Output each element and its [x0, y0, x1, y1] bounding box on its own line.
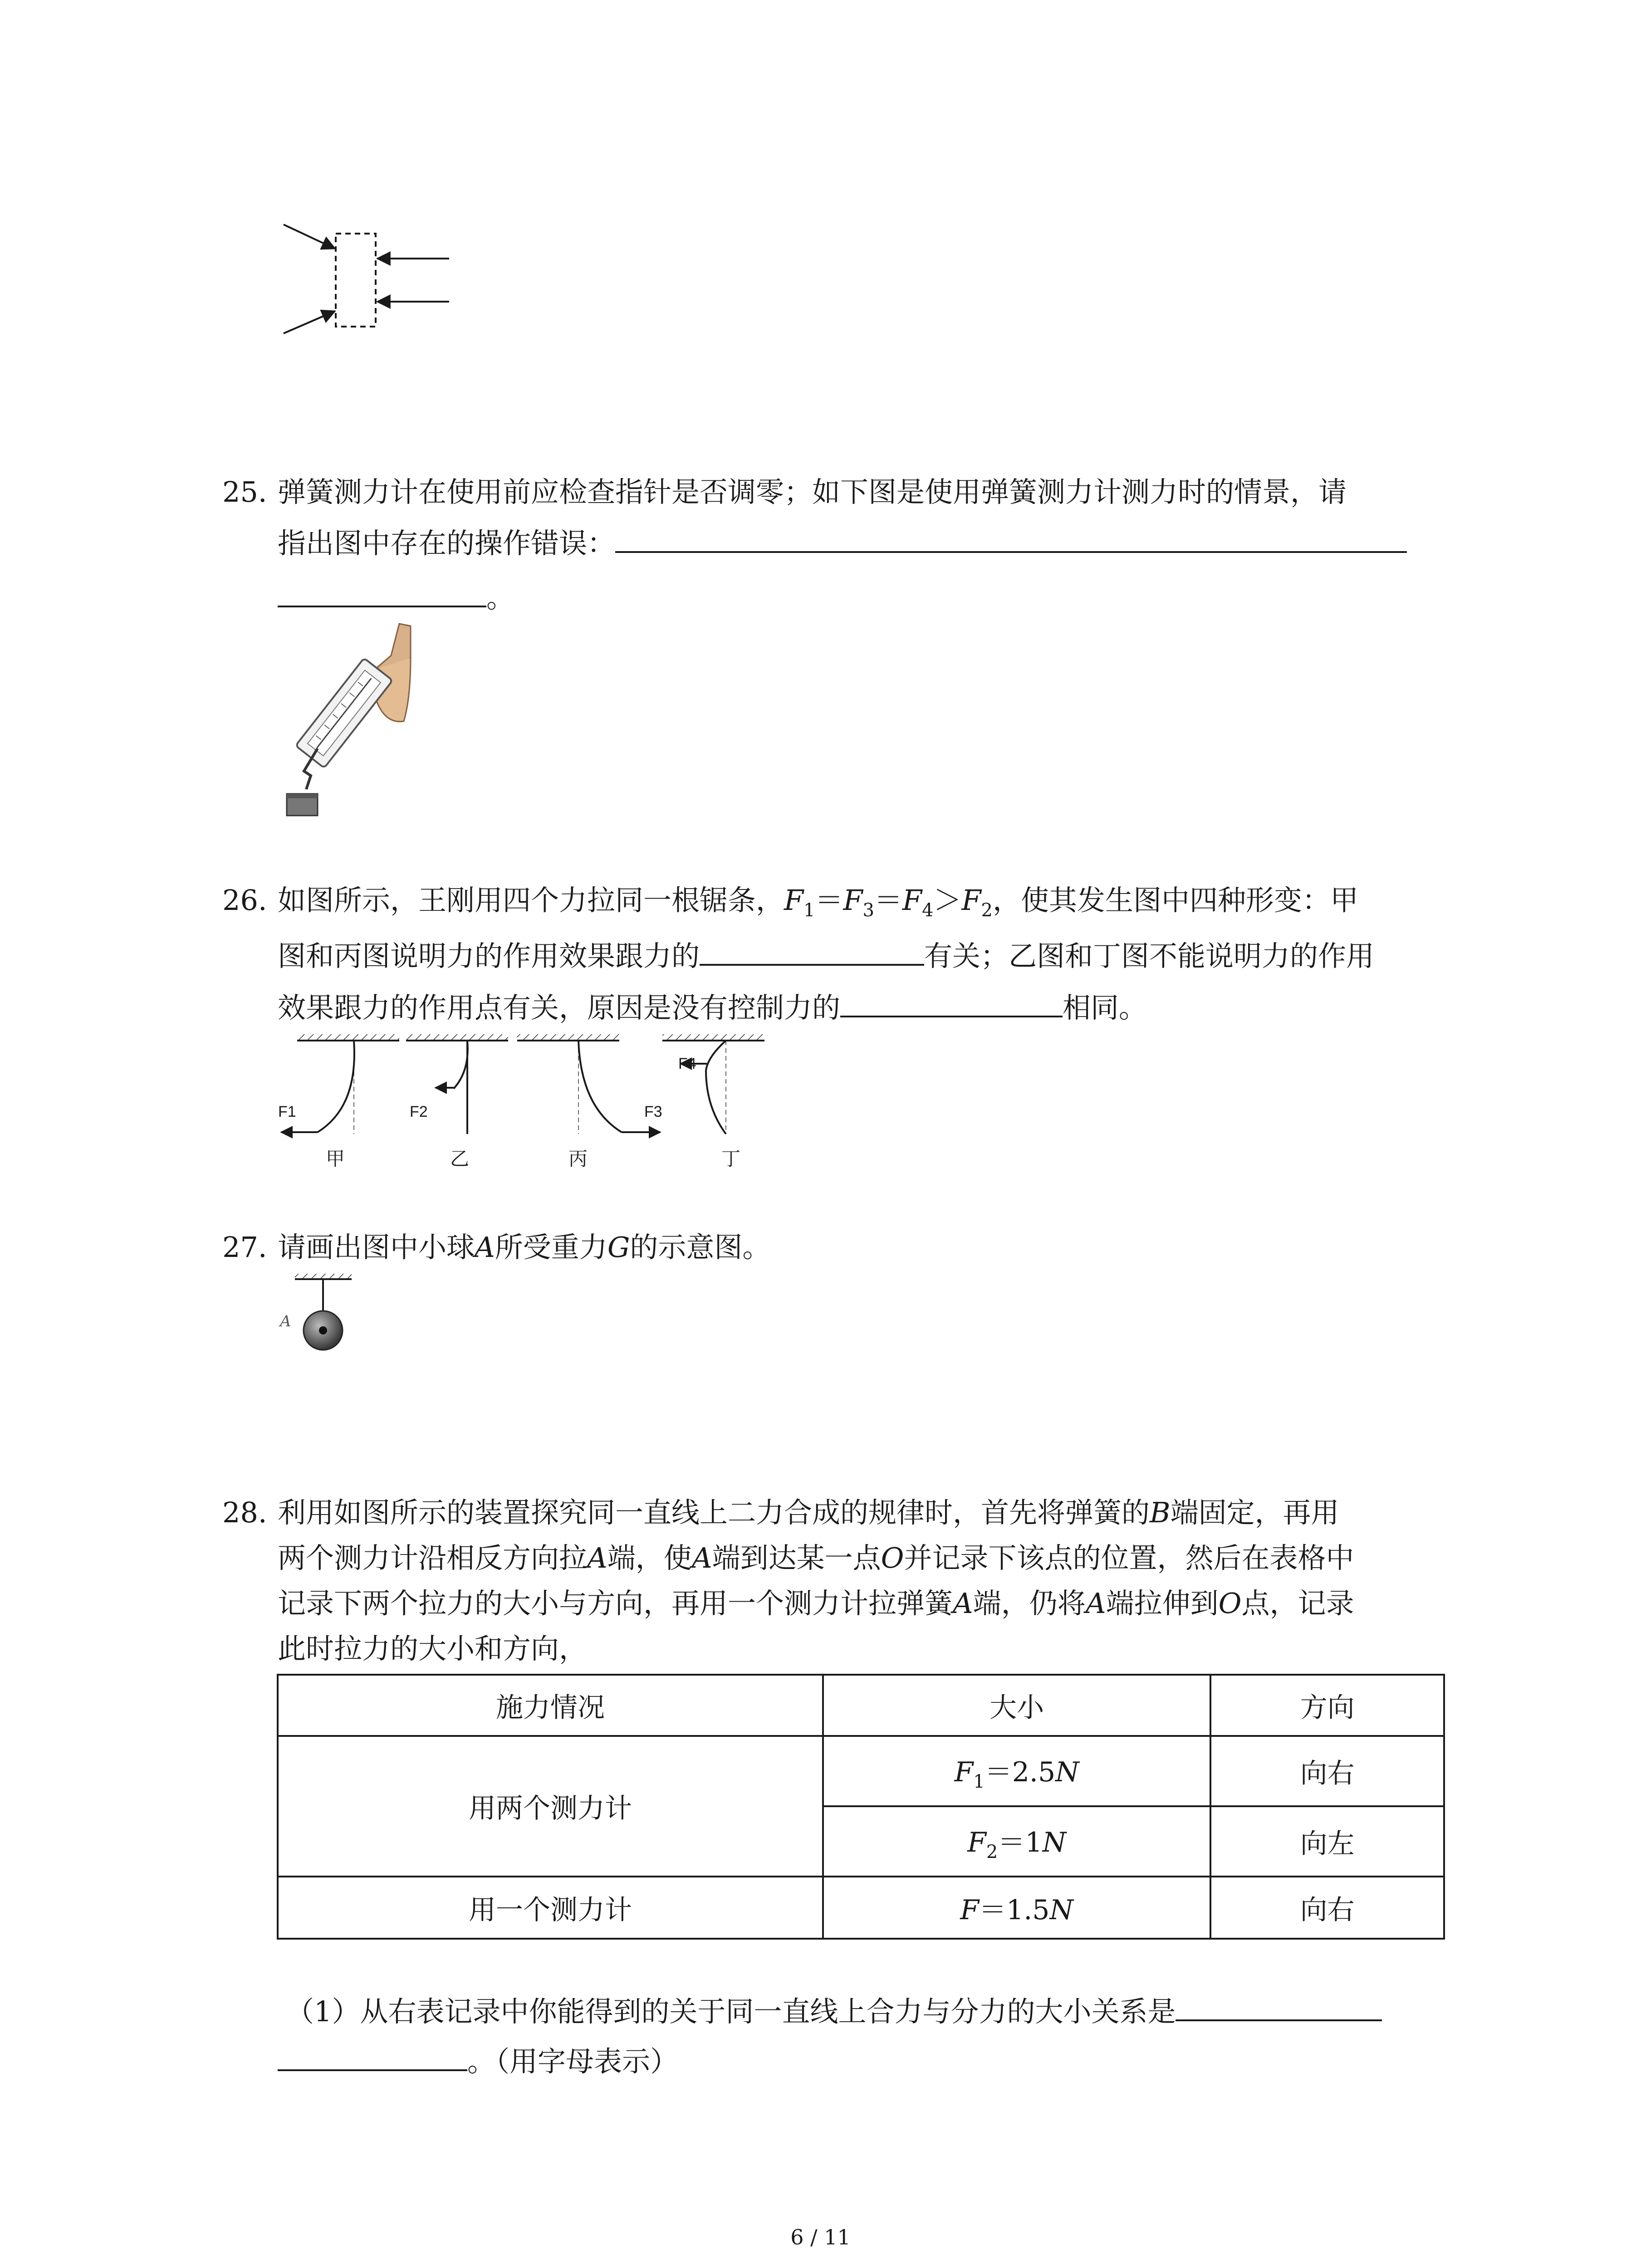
q25-text-1: 弹簧测力计在使用前应检查指针是否调零；如下图是使用弹簧测力计测力时的情景，请 — [278, 475, 1347, 508]
q27-number: 27. — [222, 1231, 267, 1264]
q26-answer-blank-2[interactable] — [840, 989, 1063, 1017]
q25-answer-blank-2[interactable] — [278, 579, 486, 607]
page-number: 6 / 11 — [790, 2225, 851, 2249]
table-header-row — [278, 1675, 1444, 1736]
q26-line3 — [278, 985, 1147, 1031]
q27-text-b: 所受重力 — [495, 1231, 607, 1264]
q25-text-2: 指出图中存在的操作错误： — [278, 527, 616, 560]
q26-line1 — [222, 878, 1358, 933]
q28-answer-blank-1[interactable] — [1176, 1993, 1382, 2021]
q28-sub1-line1 — [286, 1989, 1382, 2034]
fig-label-ding: 丁 — [721, 1148, 741, 1170]
q26-sub2: 2 — [981, 900, 993, 921]
fig-label-bing: 丙 — [568, 1148, 588, 1170]
q28-text-2a: 两个测力计沿相反方向拉 — [278, 1541, 588, 1574]
q28-text-1b: 端固定，再用 — [1170, 1496, 1339, 1529]
force-label-f2: F2 — [410, 1103, 428, 1120]
table-row — [278, 1877, 1444, 1939]
q28-A-2: A — [691, 1541, 712, 1574]
table-cell-one-meter: 用一个测力计 — [278, 1877, 823, 1939]
q28-line3 — [278, 1581, 1354, 1626]
table-row — [278, 1736, 1444, 1806]
q25-line1 — [222, 469, 1347, 515]
q26-text-1b: ，使其发生图中四种形变：甲 — [993, 884, 1359, 917]
table-cell-dir-3: 向右 — [1210, 1877, 1444, 1939]
q28-B: B — [1150, 1496, 1171, 1529]
table-cell-dir-1: 向右 — [1210, 1736, 1444, 1806]
q26-number: 26. — [222, 884, 267, 917]
q26-F3: F — [843, 884, 863, 917]
fig-label-jia: 甲 — [326, 1148, 345, 1170]
table-cell-two-meters: 用两个测力计 — [278, 1736, 823, 1877]
q28-A-4: A — [1085, 1587, 1106, 1620]
q25-end: 。 — [486, 581, 515, 614]
q26-F4: F — [902, 884, 922, 917]
table-header-magnitude: 大小 — [823, 1675, 1210, 1736]
q26-gt: ＞ — [933, 884, 962, 917]
q27-text-c: 的示意图。 — [630, 1231, 771, 1264]
q26-text-1a: 如图所示，王刚用四个力拉同一根锯条， — [278, 884, 784, 917]
q26-text-2b: 有关；乙图和丁图不能说明力的作用 — [924, 939, 1375, 973]
table-cell-f2: $F_2=1N$ — [823, 1806, 1210, 1877]
q28-A-1: A — [587, 1541, 607, 1574]
force-label-f4: F4 — [678, 1055, 696, 1072]
q28-sub1-end: 。（用字母表示） — [467, 2045, 679, 2078]
q27-line1 — [222, 1225, 770, 1270]
q26-sub1: 1 — [803, 900, 815, 921]
q25-number: 25. — [222, 475, 267, 508]
q28-answer-blank-2[interactable] — [278, 2043, 467, 2071]
table-cell-f1: $F_1=2.5N$ — [823, 1736, 1210, 1806]
q28-text-2d: 并记录下该点的位置，然后在表格中 — [904, 1541, 1354, 1574]
q28-number: 28. — [222, 1496, 267, 1529]
q26-answer-blank-1[interactable] — [700, 938, 924, 966]
table-header-direction: 方向 — [1210, 1675, 1444, 1736]
q28-text-3d: 点，记录 — [1241, 1587, 1354, 1620]
q28-text-1a: 利用如图所示的装置探究同一直线上二力合成的规律时，首先将弹簧的 — [278, 1496, 1150, 1529]
q28-sub1-line2 — [278, 2039, 678, 2084]
force-table — [277, 1674, 1445, 1940]
q28-text-3c: 端拉伸到 — [1106, 1587, 1219, 1620]
q27-text-a: 请画出图中小球 — [278, 1231, 475, 1264]
q28-A-3: A — [953, 1587, 973, 1620]
ball-label-a: A — [280, 1312, 291, 1330]
q27-G: G — [607, 1231, 630, 1264]
q28-text-3b: 端，仍将 — [973, 1587, 1086, 1620]
q28-text-2c: 端到达某一点 — [712, 1541, 881, 1574]
q28-text-3a: 记录下两个拉力的大小与方向，再用一个测力计拉弹簧 — [278, 1587, 953, 1620]
q28-O-2: O — [1218, 1587, 1242, 1620]
fig-label-yi: 乙 — [450, 1148, 470, 1170]
q26-eq2: ＝ — [874, 884, 903, 917]
table-cell-dir-2: 向左 — [1210, 1806, 1444, 1877]
q28-line2 — [278, 1535, 1354, 1581]
q28-line4 — [278, 1626, 587, 1672]
table-cell-f: F＝1.5N — [823, 1877, 1210, 1939]
q27-A: A — [475, 1231, 495, 1264]
q26-F1: F — [784, 884, 804, 917]
force-label-f1: F1 — [278, 1103, 296, 1120]
q28-O-1: O — [881, 1541, 904, 1574]
q28-text-2b: 端，使 — [607, 1541, 692, 1574]
q25-line2 — [278, 521, 1407, 566]
q28-text-4: 此时拉力的大小和方向， — [278, 1632, 588, 1665]
q25-answer-blank-1[interactable] — [615, 525, 1407, 553]
q28-sub1-text: （1）从右表记录中你能得到的关于同一直线上合力与分力的大小关系是 — [286, 1995, 1176, 2028]
q26-text-2a: 图和丙图说明力的作用效果跟力的 — [278, 939, 700, 973]
q26-text-3b: 相同。 — [1063, 991, 1147, 1024]
q26-text-3a: 效果跟力的作用点有关，原因是没有控制力的 — [278, 991, 841, 1024]
q26-line2 — [278, 934, 1374, 979]
q26-sub4: 4 — [922, 900, 934, 921]
q26-sub3: 3 — [862, 900, 874, 921]
q26-eq1: ＝ — [815, 884, 843, 917]
q25-line3 — [278, 575, 514, 621]
q28-line1 — [222, 1490, 1339, 1535]
q26-F2: F — [961, 884, 981, 917]
table-header-situation: 施力情况 — [278, 1675, 823, 1736]
force-label-f3: F3 — [644, 1103, 662, 1120]
